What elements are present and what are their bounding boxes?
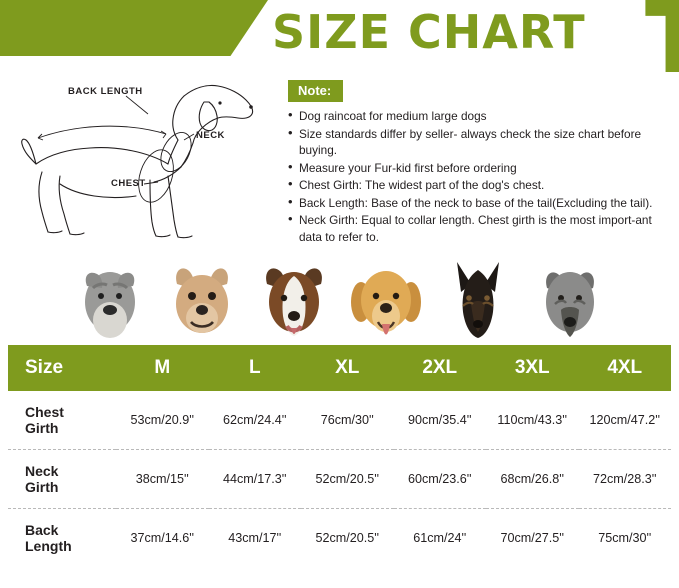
table-header [8,345,671,391]
table-header-row [8,345,671,391]
cell-back-4xl: 75cm/30'' [598,531,652,545]
dog-breed-photos [0,250,679,342]
header-accent-left [0,0,268,56]
column-header-2xl: 2XL [394,345,487,391]
golden-retriever-photo [347,258,425,342]
header-title-area [262,0,679,72]
cell-back-xl: 52cm/20.5'' [315,531,380,545]
row-label-neck-girth [8,450,116,509]
note-list [288,108,672,245]
label-chest: CHEST [111,178,146,189]
page-header [0,0,679,72]
cell-chest-m: 53cm/20.9'' [116,391,209,450]
list-item: • Back Length: Base of the neck to base of the tail(Excluding the tail). [288,195,672,212]
column-header-3xl: 3XL [486,345,579,391]
note-block [288,80,672,246]
row-label-line1: Neck [25,463,59,479]
cell-neck-xl: 52cm/20.5'' [301,450,394,509]
table-row [8,391,671,450]
great-dane-photo [531,258,609,342]
row-label-line2: Girth [25,479,59,495]
column-header-size: Size [8,345,116,391]
column-header-m: M [116,345,209,391]
column-header-4xl: 4XL [579,345,672,391]
cell-neck-3xl: 68cm/26.8'' [486,450,579,509]
label-neck: NECK [196,130,225,141]
dog-measurement-diagram [8,72,278,252]
cell-neck-l: 44cm/17.3'' [209,450,302,509]
column-header-xl: XL [301,345,394,391]
cell-chest-2xl: 90cm/35.4'' [394,391,487,450]
size-chart-table [8,345,671,567]
row-label-chest-girth [8,391,116,450]
cell-neck-4xl: 72cm/28.3'' [579,450,672,509]
list-item: • Neck Girth: Equal to collar length. Chest girth is the most import-ant data to refer to. [288,212,672,245]
column-header-l: L [209,345,302,391]
list-item: • Size standards differ by seller- always check the size chart before buying. [288,126,672,159]
cell-chest-3xl: 110cm/43.3'' [486,391,579,450]
doberman-photo [439,258,517,342]
cell-back-3xl: 70cm/27.5'' [500,531,565,545]
row-label-line1: Chest [25,404,64,420]
cell-neck-2xl: 60cm/23.6'' [394,450,487,509]
page-title: SIZE CHART [272,5,586,59]
row-label-line1: Back [25,522,59,538]
cell-chest-4xl: 120cm/47.2'' [579,391,672,450]
cell-chest-l: 62cm/24.4'' [209,391,302,450]
cell-back-m: 37cm/14.6'' [130,531,195,545]
cell-neck-m: 38cm/15'' [116,450,209,509]
table-row [8,450,671,509]
list-item: • Chest Girth: The widest part of the dog's chest. [288,177,672,194]
cell-back-2xl: 61cm/24'' [413,531,467,545]
size-chart-table-wrap [8,345,671,567]
schnauzer-photo [71,258,149,342]
french-bulldog-photo [163,258,241,342]
dog-outline-icon [8,72,278,252]
cell-back-l: 43cm/17'' [228,531,282,545]
border-collie-photo [255,258,333,342]
row-label-line2: Length [25,538,72,554]
row-label-line2: Girth [25,420,59,436]
info-section [0,72,679,252]
row-label-back-length [8,509,116,568]
list-item: • Dog raincoat for medium large dogs [288,108,672,125]
label-back-length: BACK LENGTH [68,86,143,97]
cell-chest-xl: 76cm/30'' [301,391,394,450]
list-item: • Measure your Fur-kid first before ordering [288,160,672,177]
table-row [8,509,671,568]
table-body [8,391,671,567]
note-tag: Note: [288,80,343,102]
